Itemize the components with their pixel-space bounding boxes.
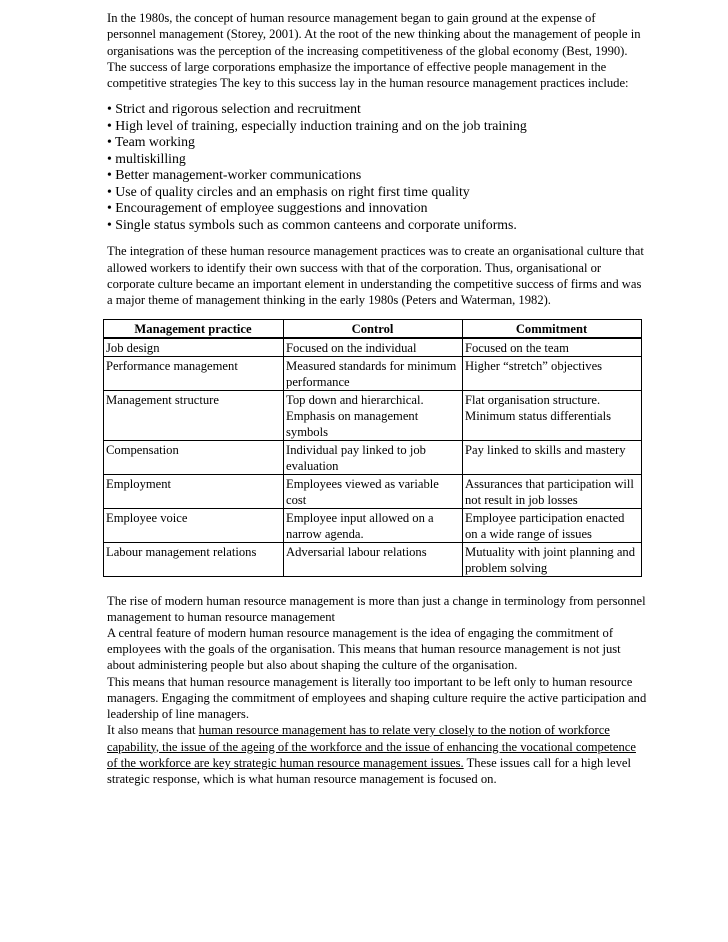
integration-paragraph: The integration of these human resource management practices was to create an organisational culture that allowed workers to identify their own success with that of the corporation. Thus, organisational or corporate culture became an important element in understanding the competitive success of firms and was a major theme of management thinking in the early 1980s (Peters and Waterman, 1982). (107, 244, 644, 308)
table-cell: Pay linked to skills and mastery (463, 440, 642, 474)
bullet-item: • High level of training, especially induction training and on the job training (107, 117, 527, 133)
underlined-workforce-text: human resource management has to relate very closely to the notion of workforce capability, the issue of the ageing of the workforce and the issue of enhancing the vocational competence of the workforce are key strategic human resource management issues. (107, 723, 636, 770)
bullet-item: • multiskilling (107, 150, 186, 166)
bullet-item: • Encouragement of employee suggestions and innovation (107, 200, 428, 216)
table-row (104, 338, 642, 357)
closing-paragraph-terminology: The rise of modern human resource management is more than just a change in terminology from personnel management to human resource management (107, 593, 646, 624)
table-row (104, 542, 642, 576)
table-cell: Focused on the team (463, 338, 642, 357)
header-management-practice: Management practice (104, 319, 284, 338)
header-control: Control (284, 319, 463, 338)
bullet-item: • Single status symbols such as common canteens and corporate uniforms. (107, 216, 517, 232)
table-row (104, 474, 642, 508)
table-row (104, 390, 642, 440)
table-row (104, 356, 642, 390)
closing-lead-text: It also means that (107, 723, 199, 738)
table-cell: Job design (104, 338, 284, 357)
table-cell: Adversarial labour relations (284, 542, 463, 576)
table-row (104, 440, 642, 474)
bullet-item: • Strict and rigorous selection and recruitment (107, 101, 361, 117)
table-cell: Employee input allowed on a narrow agenda. (284, 508, 463, 542)
bullet-item: • Use of quality circles and an emphasis on right first time quality (107, 183, 470, 199)
table-cell: Focused on the individual (284, 338, 463, 357)
table-cell: Employee participation enacted on a wide range of issues (463, 508, 642, 542)
closing-section (107, 593, 647, 787)
table-cell: Management structure (104, 390, 284, 440)
table-cell: Performance management (104, 356, 284, 390)
table-cell: Employee voice (104, 508, 284, 542)
table-cell: Employment (104, 474, 284, 508)
closing-paragraph-commitment: A central feature of modern human resource management is the idea of engaging the commitment of employees with the goals of the organisation. This means that human resource management is not just about administering people but also about shaping the culture of the organisation. (107, 626, 621, 673)
closing-paragraph-line-managers: This means that human resource management is literally too important to be left only to human resource managers. Engaging the commitment of employees and shaping culture require the active participation and leadership of line managers. (107, 674, 647, 722)
bullet-item: • Team working (107, 134, 195, 150)
table-cell: Mutuality with joint planning and problem solving (463, 542, 642, 576)
table-cell: Flat organisation structure. Minimum status differentials (463, 390, 642, 440)
intro-paragraph: In the 1980s, the concept of human resource management began to gain ground at the expense of personnel management (Storey, 2001). At the root of the new thinking about the management of people in organisations was the perception of the increasing competitiveness of the global economy (Best, 1990). The success of large corporations emphasize the importance of effective people management in the competitive strategies The key to this success lay in the human resource management practices include: (107, 11, 641, 91)
table-header-row (104, 319, 642, 338)
table-cell: Compensation (104, 440, 284, 474)
control-commitment-table (103, 319, 642, 577)
header-commitment: Commitment (463, 319, 642, 338)
table-cell: Higher “stretch” objectives (463, 356, 642, 390)
table-row (104, 508, 642, 542)
table-cell: Individual pay linked to job evaluation (284, 440, 463, 474)
table-cell: Employees viewed as variable cost (284, 474, 463, 508)
practices-bullet-list (107, 101, 647, 233)
table-cell: Labour management relations (104, 542, 284, 576)
closing-tail-text: These issues call for a high level strategic response, which is what human resource management is focused on. (107, 755, 631, 786)
closing-paragraph-workforce (107, 722, 647, 787)
document-page (107, 10, 647, 787)
bullet-item: • Better management-worker communications (107, 167, 362, 183)
table-cell: Assurances that participation will not result in job losses (463, 474, 642, 508)
table-cell: Measured standards for minimum performance (284, 356, 463, 390)
table-cell: Top down and hierarchical. Emphasis on management symbols (284, 390, 463, 440)
